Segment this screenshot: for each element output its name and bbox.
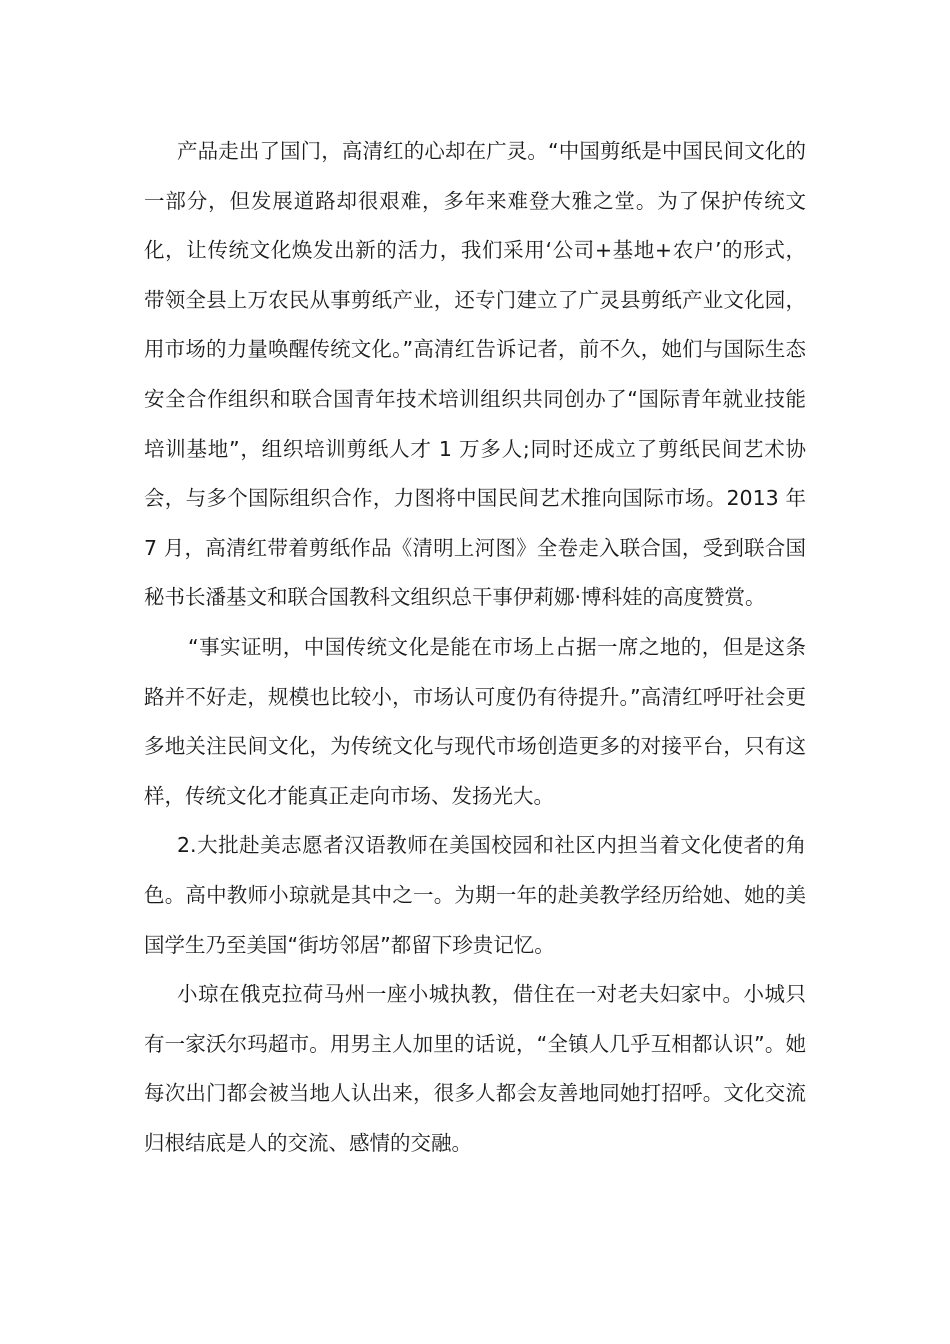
- paragraph-paper-cutting-industry: 产品走出了国门，高清红的心却在广灵。“中国剪纸是中国民间文化的一部分，但发展道路却很艰难，多年来难登大雅之堂。为了保护传统文化，让传统文化焕发出新的活力，我们采用‘公司+基地+农户’的形式，带领全县上万农民从事剪纸产业，还专门建立了广灵县剪纸产业文化园，用市场的力量唤醒传统文化。”高清红告诉记者，前不久，她们与国际生态安全合作组织和联合国青年技术培训组织共同创办了“国际青年就业技能培训基地”，组织培训剪纸人才 1 万多人;同时还成立了剪纸民间艺术协会，与多个国际组织合作，力图将中国民间艺术推向国际市场。2013 年 7 月，高清红带着剪纸作品《清明上河图》全卷走入联合国，受到联合国秘书长潘基文和联合国教科文组织总干事伊莉娜·博科娃的高度赞赏。: [144, 139, 806, 610]
- paragraph-market-quote: “事实证明，中国传统文化是能在市场上占据一席之地的，但是这条路并不好走，规模也比较小，市场认可度仍有待提升。”高清红呼吁社会更多地关注民间文化，为传统文化与现代市场创造更多的对接平台，只有这样，传统文化才能真正走向市场、发扬光大。: [144, 634, 806, 808]
- paragraph-volunteer-teachers: 2.大批赴美志愿者汉语教师在美国校园和社区内担当着文化使者的角色。高中教师小琼就是其中之一。为期一年的赴美教学经历给她、她的美国学生乃至美国“街坊邻居”都留下珍贵记忆。: [144, 833, 806, 957]
- document-body: [144, 127, 806, 1168]
- paragraph-oklahoma-town: 小琼在俄克拉荷马州一座小城执教，借住在一对老夫妇家中。小城只有一家沃尔玛超市。用男主人加里的话说，“全镇人几乎互相都认识”。她每次出门都会被当地人认出来，很多人都会友善地同她打招呼。文化交流归根结底是人的交流、感情的交融。: [144, 982, 806, 1155]
